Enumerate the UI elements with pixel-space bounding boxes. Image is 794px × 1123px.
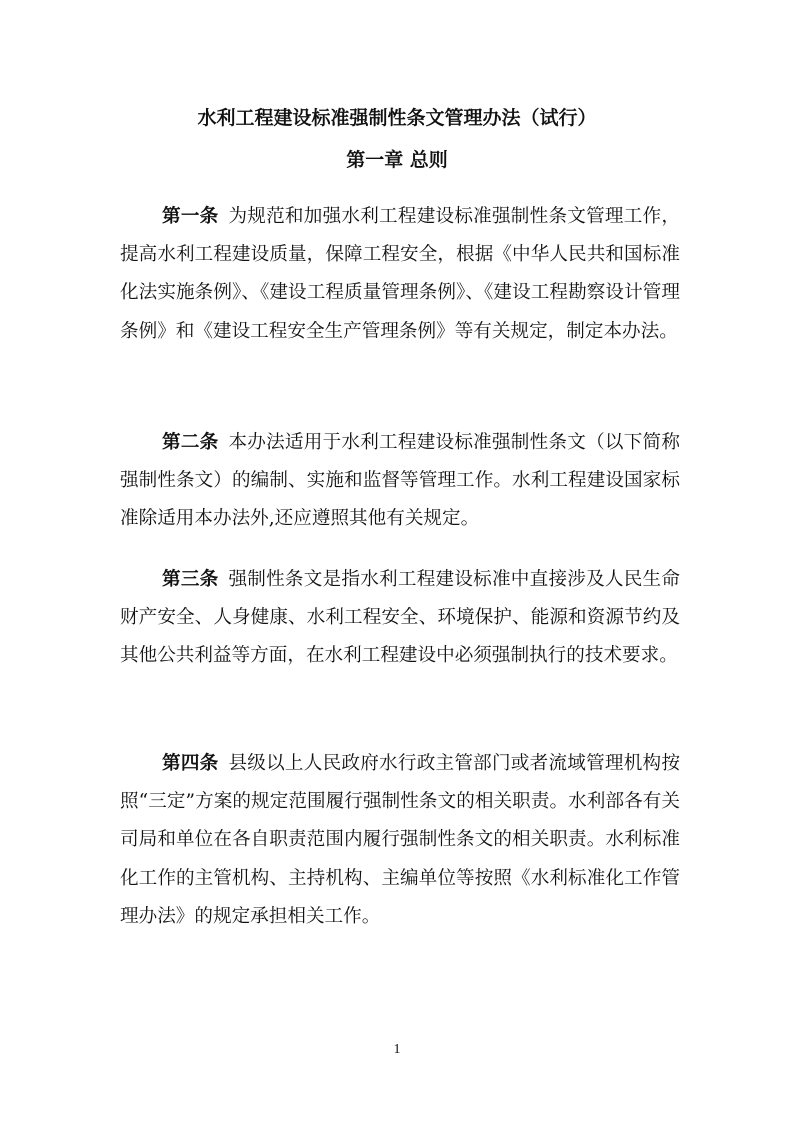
article-1-label: 第一条: [162, 206, 219, 227]
article-3-label: 第三条: [162, 569, 219, 590]
chapter-heading: 第一章 总则: [346, 149, 448, 171]
article-4: [120, 745, 680, 936]
article-1: [120, 198, 680, 351]
article-3-text: 强制性条文是指水利工程建设标准中直接涉及人民生命财产安全、人身健康、水利工程安全、环境保护、能源和资源节约及其他公共利益等方面，在水利工程建设中必须强制执行的技术要求。: [120, 569, 680, 667]
article-3: [120, 561, 680, 676]
article-2: [120, 424, 680, 539]
document-title: 水利工程建设标准强制性条文管理办法（试行）: [197, 107, 597, 129]
article-2-label: 第二条: [162, 432, 219, 453]
article-2-text: 本办法适用于水利工程建设标准强制性条文（以下简称强制性条文）的编制、实施和监督等管理工作。水利工程建设国家标准除适用本办法外,还应遵照其他有关规定。: [120, 432, 680, 530]
page-number: 1: [393, 1042, 401, 1057]
article-4-text: 县级以上人民政府水行政主管部门或者流域管理机构按照“三定”方案的规定范围履行强制性条文的相关职责。水利部各有关司局和单位在各自职责范围内履行强制性条文的相关职责。水利标准化工作的主管机构、主持机构、主编单位等按照《水利标准化工作管理办法》的规定承担相关工作。: [120, 753, 680, 927]
article-4-label: 第四条: [162, 753, 219, 774]
article-1-text: 为规范和加强水利工程建设标准强制性条文管理工作，提高水利工程建设质量，保障工程安全，根据《中华人民共和国标准化法实施条例》、《建设工程质量管理条例》、《建设工程勘察设计管理条例》和《建设工程安全生产管理条例》等有关规定，制定本办法。: [120, 206, 680, 342]
